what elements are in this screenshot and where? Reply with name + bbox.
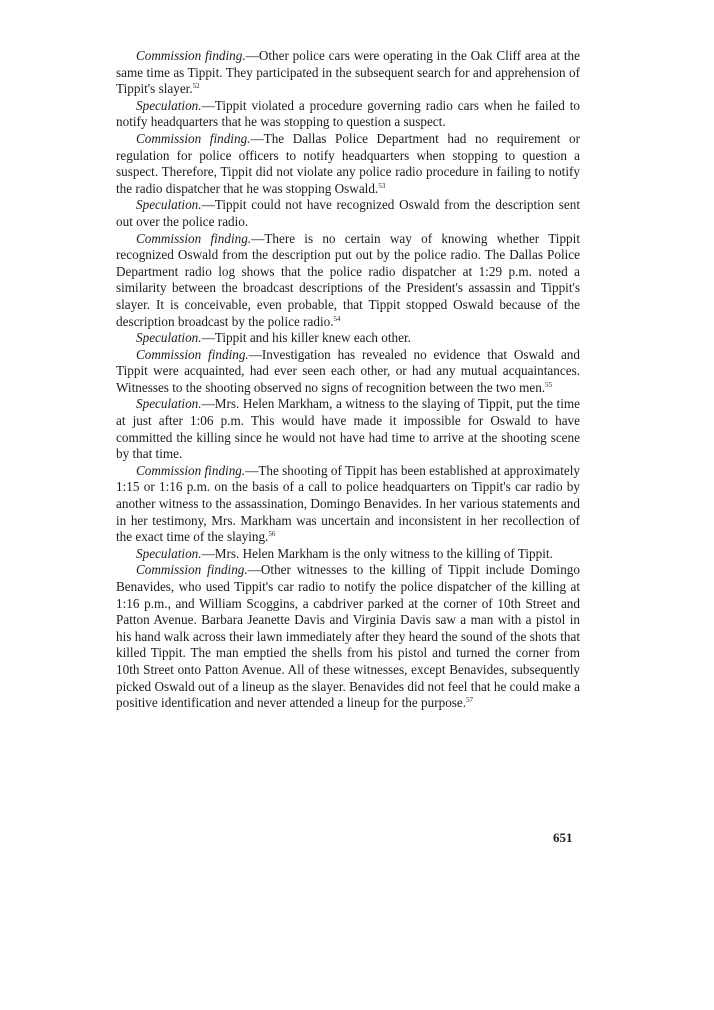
- paragraph-text: —Other witnesses to the killing of Tippit include Domingo Benavides, who used Tippit's car radio to notify the police dispatcher of the killing at 1:16 p.m., and William Scoggins, a cabdriver parked at the corner of 10th Street and Patton Avenue. Barbara Jeanette Davis and Virginia Davis saw a man with a pistol in his hand walk across their lawn immediately after they heard the sound of the shots that killed Tippit. The man emptied the shells from his pistol and turned the corner from 10th Street onto Patton Avenue. All of these witnesses, except Benavides, subsequently picked Oswald out of a lineup as the slayer. Benavides did not feel that he could make a positive identification and never attended a lineup for the purpose.: [116, 562, 580, 711]
- paragraph-text: —Tippit violated a procedure governing radio cars when he failed to notify headquarters that he was stopping to question a suspect.: [116, 97, 580, 130]
- paragraph-commission-finding: [116, 48, 580, 98]
- paragraph-label: Commission finding.: [136, 462, 246, 478]
- paragraph-text: —The shooting of Tippit has been established at approximately 1:15 or 1:16 p.m. on the basis of a call to police headquarters on Tippit's car radio by another witness to the assassination, Domingo Benavides. In her various statements and in her testimony, Mrs. Markham was uncertain and inconsistent in her recollection of the exact time of the slaying.: [116, 462, 580, 545]
- paragraph-label: Commission finding.: [136, 48, 246, 63]
- paragraph-text: —Investigation has revealed no evidence that Oswald and Tippit were acquainted, had ever seen each other, or had any mutual acquaintances. Witnesses to the shooting observed no signs of recognition between the two men.: [116, 346, 580, 395]
- paragraph-label: Speculation.: [136, 545, 202, 561]
- paragraph-label: Speculation.: [136, 197, 202, 213]
- paragraph-speculation: [116, 330, 580, 347]
- paragraph-label: Commission finding.: [136, 346, 249, 362]
- paragraph-text: —There is no certain way of knowing whether Tippit recognized Oswald from the description put out by the police radio. The Dallas Police Department radio log shows that the police radio dispatcher at 1:29 p.m. noted a similarity between the broadcast descriptions of the President's assassin and Tippit's slayer. It is conceivable, even probable, that Tippit stopped Oswald because of the description broadcast by the police radio.: [116, 230, 580, 329]
- footnote-ref: 57: [466, 696, 474, 705]
- footnote-ref: 52: [192, 82, 200, 91]
- paragraph-commission-finding: [116, 347, 580, 397]
- footnote-ref: 54: [333, 314, 341, 323]
- paragraph-commission-finding: [116, 131, 580, 197]
- paragraph-text: —Tippit and his killer knew each other.: [201, 330, 411, 346]
- paragraph-text: —Tippit could not have recognized Oswald from the description sent out over the police radio.: [116, 197, 580, 229]
- paragraph-commission-finding: [116, 463, 580, 546]
- body-text: [116, 48, 580, 712]
- footnote-ref: 56: [268, 530, 276, 539]
- paragraph-speculation: [116, 396, 580, 462]
- paragraph-speculation: [116, 197, 580, 230]
- paragraph-label: Speculation.: [136, 97, 202, 113]
- paragraph-commission-finding: [116, 562, 580, 711]
- paragraph-text: —Other police cars were operating in the Oak Cliff area at the same time as Tippit. They participated in the subsequent search for and apprehension of Tippit's slayer.: [116, 48, 580, 97]
- paragraph-label: Speculation.: [136, 330, 202, 346]
- paragraph-speculation: [116, 546, 580, 563]
- paragraph-label: Speculation.: [136, 396, 202, 412]
- page-number: 651: [553, 830, 573, 845]
- paragraph-commission-finding: [116, 231, 580, 331]
- footnote-ref: 55: [545, 380, 553, 389]
- paragraph-label: Commission finding.: [136, 130, 251, 146]
- paragraph-speculation: [116, 98, 580, 131]
- paragraph-label: Commission finding.: [136, 230, 252, 246]
- footnote-ref: 53: [378, 181, 386, 190]
- paragraph-text: —Mrs. Helen Markham is the only witness to the killing of Tippit.: [201, 545, 553, 561]
- paragraph-label: Commission finding.: [136, 562, 248, 578]
- paragraph-text: —The Dallas Police Department had no requirement or regulation for police officers to notify headquarters when stopping to question a suspect. Therefore, Tippit did not violate any police radio procedure in failing to notify the radio dispatcher that he was stopping Oswald.: [116, 130, 581, 196]
- paragraph-text: —Mrs. Helen Markham, a witness to the slaying of Tippit, put the time at just after 1:06 p.m. This would have made it impossible for Oswald to have committed the killing since he would not have had time to arrive at the shooting scene by that time.: [116, 396, 580, 462]
